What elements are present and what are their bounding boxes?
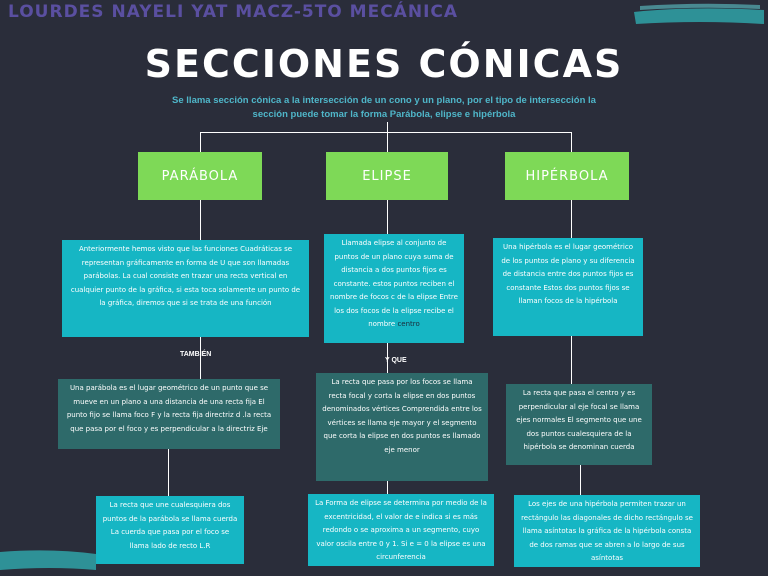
connector-parabola-3 [168,449,169,496]
elipse-eccentricity: La Forma de elipse se determina por medio de la excentricidad, el valor de e indica si es más redondo o se aproxima a un segmento, cuyo valor oscila entre 0 y 1. Si e = 0 la elipse es una circunferencia [308,494,494,566]
decorative-stroke-top-right [630,0,768,30]
heading-parabola: PARÁBOLA [138,152,262,200]
connector-parabola-top [200,132,201,152]
parabola-chord: La recta que une cualesquiera dos puntos de la parábola se llama cuerda La cuerda que pasa por el foco se llama lado de recto L.R [96,496,244,564]
connector-horizontal [200,132,572,133]
connector-hiperbola-top [571,132,572,152]
parabola-locus: Una parábola es el lugar geométrico de un punto que se mueve en un plano a una distancia de una recta fija El punto fijo se llama foco F y la recta fija directriz d .la recta que pasa por el foco y es perpendicular a la directriz Eje [58,379,280,449]
connector-hiperbola-2 [571,336,572,384]
subtitle: Se llama sección cónica a la intersección de un cono y un plano, por el tipo de intersección la sección puede tomar la forma Parábola, elipse e hipérbola [172,95,596,120]
parabola-definition: Anteriormente hemos visto que las funciones Cuadráticas se representan gráficamente en forma de U que son llamadas parábolas. La cual consiste en trazar una recta vertical en cualquier punto de la gráfica, si esta toca solamente un punto de la gráfica, diremos que si se trata de una función [62,240,309,337]
hiperbola-normal-axes: La recta que pasa el centro y es perpendicular al eje focal se llama ejes normales El segmento que une dos puntos cualesquiera de la hipérbola se denominan cuerda [506,384,652,465]
connector-parabola-1 [200,200,201,240]
elipse-definition-text: Llamada elipse al conjunto de puntos de un plano cuya suma de distancia a dos puntos fijos es constante. estos puntos reciben el nombre de focos c de la elipse Entre los dos focos de la elipse recibe el nombre [330,239,458,328]
elipse-focal-line: La recta que pasa por los focos se llama recta focal y corta la elipse en dos puntos denominados vértices Comprendida entre los vértices se llama eje mayor y el segmento que corta la elipse en dos puntos es llamado eje menor [316,373,488,481]
connector-trunk [387,122,388,132]
heading-hiperbola: HIPÉRBOLA [505,152,629,200]
connector-elipse-3 [387,481,388,494]
connector-label-tambien: TAMBIÉN [180,351,212,358]
heading-elipse: ELIPSE [326,152,448,200]
decorative-stroke-bottom-left [0,540,100,576]
connector-hiperbola-1 [571,200,572,238]
page-title: SECCIONES CÓNICAS [144,42,624,86]
elipse-centro-highlight: centro [397,320,420,328]
elipse-definition [324,234,464,343]
hiperbola-asymptotes: Los ejes de una hipérbola permiten trazar un rectángulo las diagonales de dicho rectángulo se llama asíntotas la gráfica de la hipérbola consta de dos ramas que se abren a lo largo de sus asíntotas [514,495,700,567]
connector-parabola-2 [200,337,201,379]
connector-hiperbola-3 [580,465,581,495]
author-header: LOURDES NAYELI YAT MACZ-5TO MECÁNICA [8,2,459,22]
connector-elipse-1 [387,200,388,234]
connector-elipse-top [387,132,388,152]
connector-label-y-que: Y QUE [385,357,407,364]
hiperbola-definition: Una hipérbola es el lugar geométrico de los puntos de plano y su diferencia de distancia entre dos puntos fijos es constante Estos dos puntos fijos se llaman focos de la hipérbola [493,238,643,336]
